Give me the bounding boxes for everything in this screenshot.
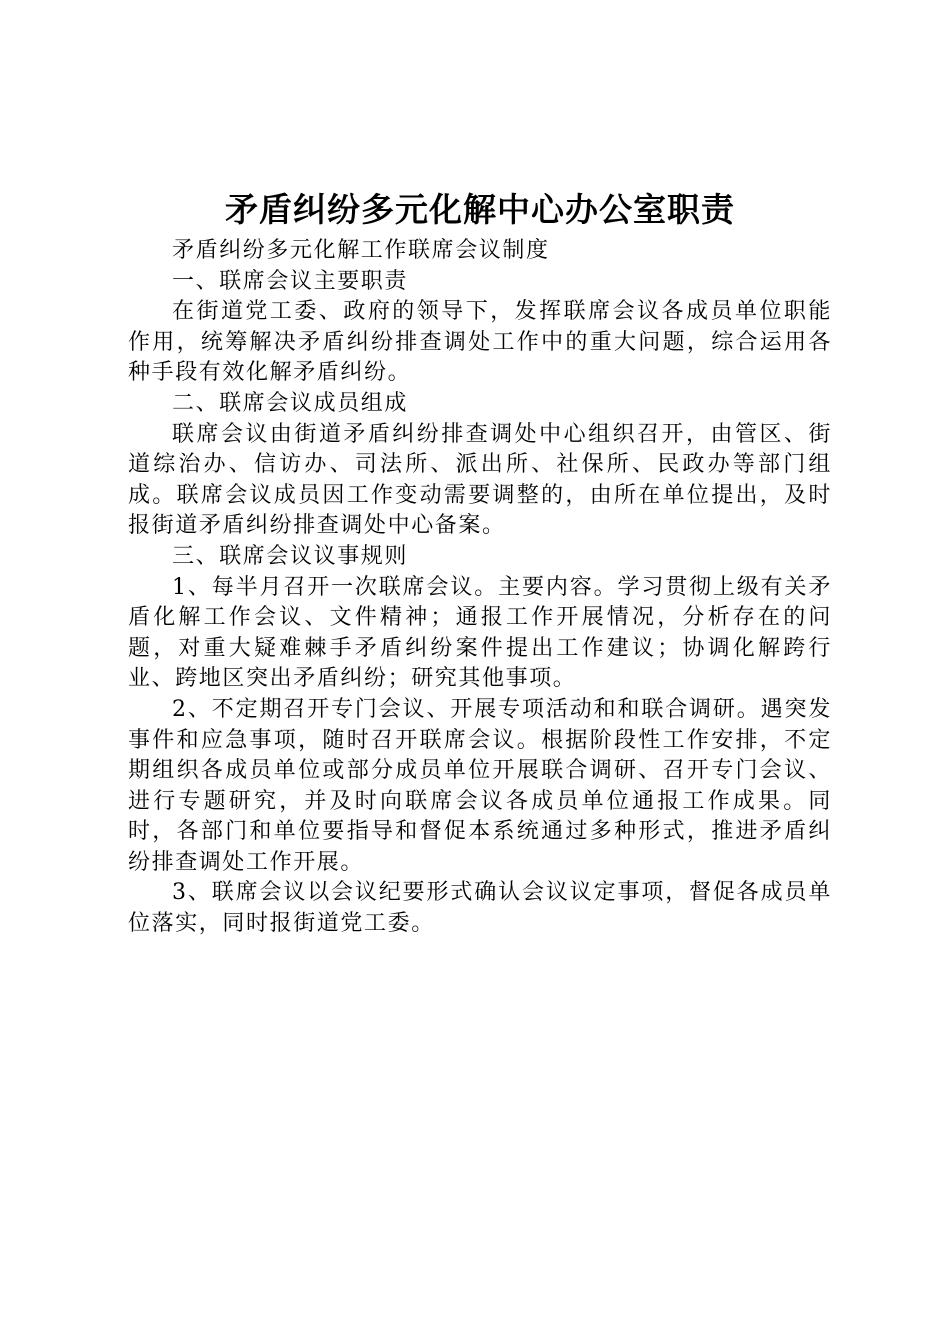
document-body [128, 236, 832, 940]
section-heading-1: 一、联席会议主要职责 [172, 268, 409, 294]
paragraph: 在街道党工委、政府的领导下，发挥联席会议各成员单位职能作用，统筹解决矛盾纠纷排查调处工作中的重大问题，综合运用各种手段有效化解矛盾纠纷。 [128, 299, 832, 386]
paragraph-subtitle: 矛盾纠纷多元化解工作联席会议制度 [172, 238, 550, 263]
paragraph: 1、每半月召开一次联席会议。主要内容。学习贯彻上级有关矛盾化解工作会议、文件精神；通报工作开展情况，分析存在的问题，对重大疑难棘手矛盾纠纷案件提出工作建议；协调化解跨行业、跨地区突出矛盾纠纷；研究其他事项。 [128, 574, 832, 692]
section-heading-3: 三、联席会议议事规则 [172, 543, 409, 569]
paragraph: 3、联席会议以会议纪要形式确认会议议定事项，督促各成员单位落实，同时报街道党工委。 [128, 880, 832, 937]
section-heading-2: 二、联席会议成员组成 [172, 390, 409, 416]
paragraph: 2、不定期召开专门会议、开展专项活动和和联合调研。遇突发事件和应急事项，随时召开联席会议。根据阶段性工作安排，不定期组织各成员单位或部分成员单位开展联合调研、召开专门会议、进行专题研究，并及时向联席会议各成员单位通报工作成果。同时，各部门和单位要指导和督促本系统通过多种形式，推进矛盾纠纷排查调处工作开展。 [128, 696, 832, 875]
document-page [128, 0, 832, 940]
paragraph: 联席会议由街道矛盾纠纷排查调处中心组织召开，由管区、街道综治办、信访办、司法所、派出所、社保所、民政办等部门组成。联席会议成员因工作变动需要调整的，由所在单位提出，及时报街道矛盾纠纷排查调处中心备案。 [128, 421, 832, 539]
document-title: 矛盾纠纷多元化解中心办公室职责 [225, 190, 735, 229]
